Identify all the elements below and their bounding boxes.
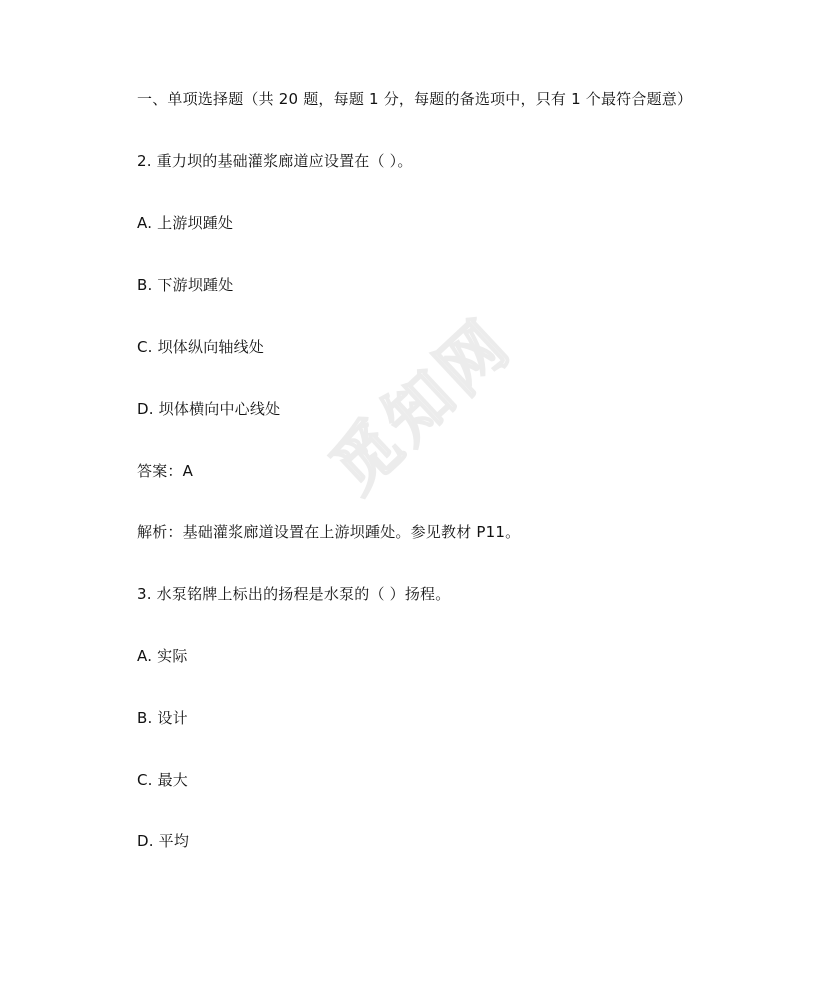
question-2-analysis: 解析：基础灌浆廊道设置在上游坝踵处。参见教材 P11。 — [137, 523, 521, 541]
question-3-option-d: D. 平均 — [137, 832, 190, 850]
question-3-stem: 3. 水泵铭牌上标出的扬程是水泵的（ ）扬程。 — [137, 585, 451, 603]
question-2-stem: 2. 重力坝的基础灌浆廊道应设置在（ ）。 — [137, 152, 413, 170]
question-2-option-c: C. 坝体纵向轴线处 — [137, 338, 265, 356]
question-3-option-c: C. 最大 — [137, 771, 189, 789]
question-2-option-a: A. 上游坝踵处 — [137, 214, 234, 232]
question-2-answer: 答案：A — [137, 462, 194, 480]
question-2-option-d: D. 坝体横向中心线处 — [137, 400, 281, 418]
watermark: 觅知网 — [316, 303, 527, 508]
section-heading: 一、单项选择题（共 20 题，每题 1 分，每题的备选项中，只有 1 个最符合题意） — [137, 90, 693, 108]
question-3-option-a: A. 实际 — [137, 647, 188, 665]
question-2-option-b: B. 下游坝踵处 — [137, 276, 234, 294]
question-3-option-b: B. 设计 — [137, 709, 188, 727]
